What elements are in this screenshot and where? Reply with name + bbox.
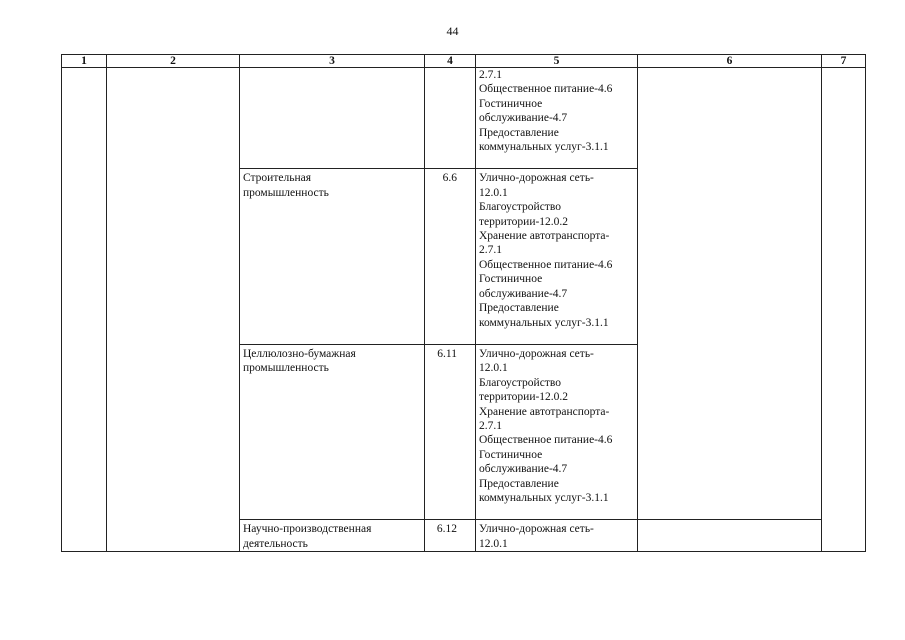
cell-col-1 [62,68,107,552]
allowed-uses-cell [476,520,638,552]
activity-line: промышленность [243,362,329,375]
activity-line: Научно-производственная [243,523,372,536]
activity-line: деятельность [243,537,308,550]
allowed-use-line: Общественное питание-4.6 [479,434,613,447]
header-col-7: 7 [822,55,866,68]
allowed-use-line: Гостиничное [479,448,543,461]
activity-cell [240,344,425,519]
activity-cell [240,520,425,552]
allowed-use-line: Общественное питание-4.6 [479,83,613,96]
allowed-use-line: Гостиничное [479,97,543,110]
allowed-use-line: Улично-дорожная сеть- [479,347,594,360]
code-cell: 6.6 [425,169,476,344]
table-row [62,68,866,169]
activity-cell [240,68,425,169]
allowed-use-line: Улично-дорожная сеть- [479,523,594,536]
allowed-use-line: 12.0.1 [479,186,508,199]
cell-col-2 [107,68,240,552]
allowed-use-line: 12.0.1 [479,362,508,375]
header-row [62,55,866,68]
allowed-use-line: обслуживание-4.7 [479,463,568,476]
cell-col-6 [638,520,822,552]
allowed-uses-cell [476,344,638,519]
allowed-use-line: Хранение автотранспорта- [479,405,610,418]
code-cell: 6.11 [425,344,476,519]
allowed-use-line: Предоставление [479,302,559,315]
allowed-use-line: обслуживание-4.7 [479,287,568,300]
allowed-uses-cell [476,68,638,169]
code-cell [425,68,476,169]
activity-line: промышленность [243,186,329,199]
code-cell: 6.12 [425,520,476,552]
header-col-2: 2 [107,55,240,68]
allowed-use-line: коммунальных услуг-3.1.1 [479,491,609,504]
allowed-use-line: Благоустройство [479,201,561,214]
allowed-use-line: коммунальных услуг-3.1.1 [479,141,609,154]
allowed-use-line: территории-12.0.2 [479,391,569,404]
header-col-3: 3 [240,55,425,68]
allowed-use-line: коммунальных услуг-3.1.1 [479,316,609,329]
zoning-table [61,54,866,552]
page-number: 44 [446,24,459,38]
allowed-use-line: 2.7.1 [479,419,502,432]
allowed-use-line: Предоставление [479,477,559,490]
allowed-use-line: Благоустройство [479,376,561,389]
allowed-use-line: Общественное питание-4.6 [479,258,613,271]
header-col-4: 4 [425,55,476,68]
allowed-use-line: 12.0.1 [479,537,508,550]
allowed-uses-cell [476,169,638,344]
allowed-use-line: Предоставление [479,126,559,139]
cell-col-6 [638,68,822,520]
cell-col-7 [822,68,866,552]
header-col-1: 1 [62,55,107,68]
header-col-5: 5 [476,55,638,68]
activity-cell [240,169,425,344]
allowed-use-line: Улично-дорожная сеть- [479,172,594,185]
allowed-use-line: обслуживание-4.7 [479,112,568,125]
allowed-use-line: Гостиничное [479,273,543,286]
allowed-use-line: 2.7.1 [479,69,502,81]
allowed-use-line: территории-12.0.2 [479,215,569,228]
activity-line: Строительная [243,172,312,185]
header-col-6: 6 [638,55,822,68]
activity-line: Целлюлозно-бумажная [243,347,356,360]
allowed-use-line: Хранение автотранспорта- [479,230,610,243]
allowed-use-line: 2.7.1 [479,244,502,257]
